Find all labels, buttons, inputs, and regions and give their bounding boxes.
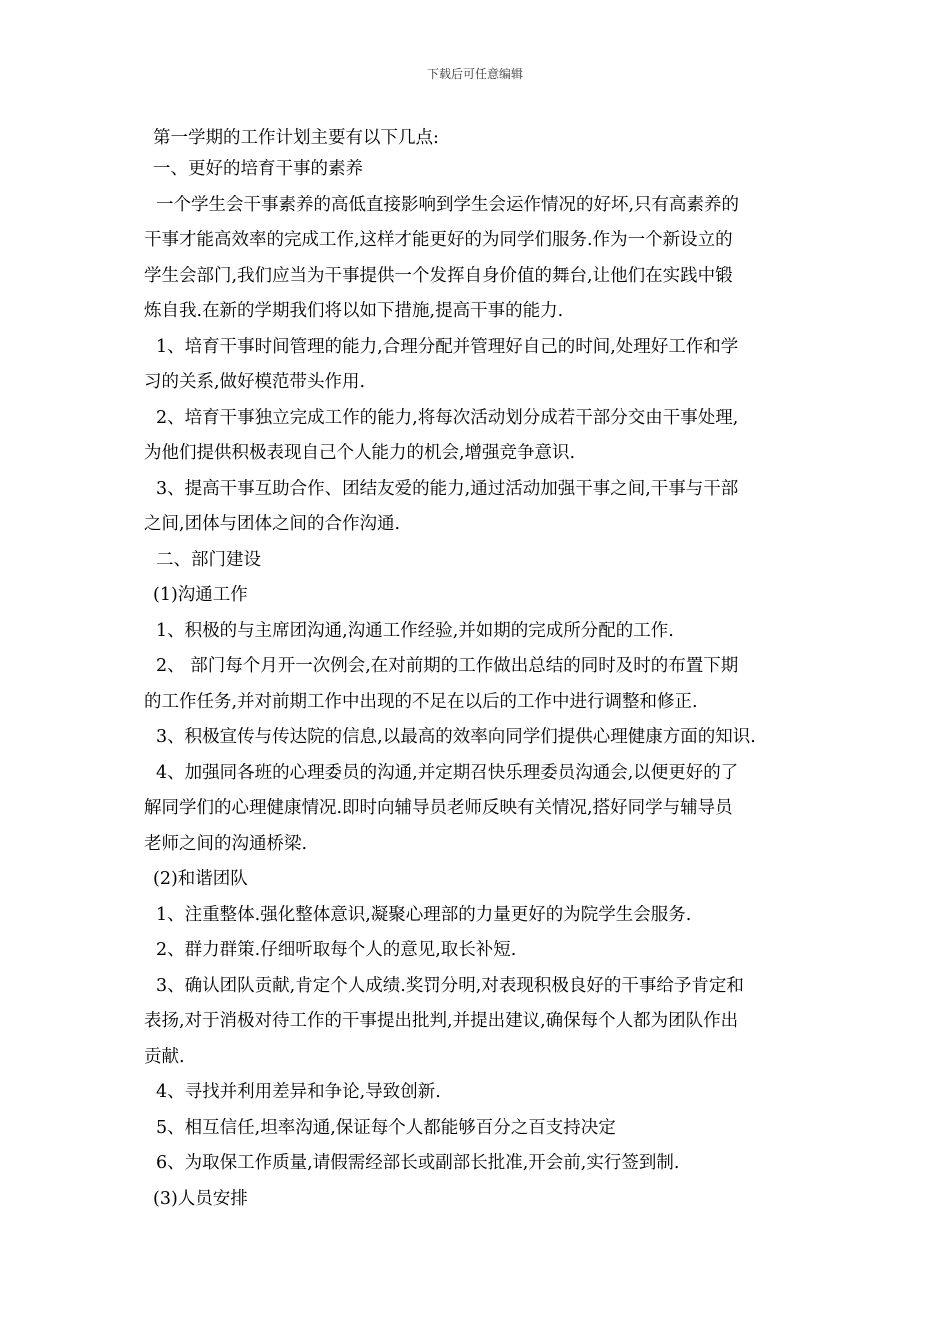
list-item-line: 老师之间的沟通桥梁. <box>144 833 308 854</box>
list-item-line: 3、积极宣传与传达院的信息,以最高的效率向同学们提供心理健康方面的知识. <box>156 727 756 747</box>
list-item-line: 习的关系,做好模范带头作用. <box>144 372 366 392</box>
list-item-line: 3、提高干事互助合作、团结友爱的能力,通过活动加强干事之间,干事与干部 <box>156 478 739 499</box>
paragraph-line: 炼自我.在新的学期我们将以如下措施,提高干事的能力. <box>144 301 564 321</box>
list-item-line: 的工作任务,并对前期工作中出现的不足在以后的工作中进行调整和修正. <box>144 691 698 712</box>
list-item-line: 2、群力群策.仔细听取每个人的意见,取长补短. <box>156 940 517 960</box>
subsection-heading: (3)人员安排 <box>153 1188 248 1209</box>
list-item-line: 3、确认团队贡献,肯定个人成绩.奖罚分明,对表现积极良好的干事给予肯定和 <box>156 975 744 996</box>
section-heading-2: 二、部门建设 <box>156 549 261 570</box>
list-item-line: 解同学们的心理健康情况.即时向辅导员老师反映有关情况,搭好同学与辅导员 <box>144 798 733 818</box>
list-item-line: 贡献. <box>144 1046 185 1067</box>
paragraph-line: 干事才能高效率的完成工作,这样才能更好的为同学们服务.作为一个新设立的 <box>144 230 733 250</box>
list-item-line: 为他们提供积极表现自己个人能力的机会,增强竞争意识. <box>144 443 576 463</box>
paragraph-line: 学生会部门,我们应当为干事提供一个发挥自身价值的舞台,让他们在实践中锻 <box>144 265 733 286</box>
list-item-line: 1、积极的与主席团沟通,沟通工作经验,并如期的完成所分配的工作. <box>156 620 674 641</box>
list-item-line: 1、培育干事时间管理的能力,合理分配并管理好自己的时间,处理好工作和学 <box>156 336 739 357</box>
list-item-line: 1、注重整体.强化整体意识,凝聚心理部的力量更好的为院学生会服务. <box>156 904 692 925</box>
paragraph-line-intro: 第一学期的工作计划主要有以下几点: <box>153 128 439 148</box>
paragraph-line: 一个学生会干事素养的高低直接影响到学生会运作情况的好坏,只有高素养的 <box>156 194 740 215</box>
list-item-line: 5、相互信任,坦率沟通,保证每个人都能够百分之百支持决定 <box>156 1117 616 1138</box>
list-item-line: 6、为取保工作质量,请假需经部长或副部长批准,开会前,实行签到制. <box>156 1153 680 1173</box>
list-item-line: 之间,团体与团体之间的合作沟通. <box>144 514 401 534</box>
page-header: 下载后可任意编辑 <box>426 67 523 81</box>
document-body <box>144 124 808 1217</box>
list-item-line: 表扬,对于消极对待工作的干事提出批判,并提出建议,确保每个人都为团队作出 <box>144 1011 739 1031</box>
list-item-line: 4、加强同各班的心理委员的沟通,并定期召快乐理委员沟通会,以便更好的了 <box>156 762 739 783</box>
section-heading-1: 一、更好的培育干事的素养 <box>153 159 363 179</box>
list-item-line: 2、培育干事独立完成工作的能力,将每次活动划分成若干部分交由干事处理, <box>156 407 739 428</box>
list-item-line: 4、寻找并利用差异和争论,导致创新. <box>156 1082 441 1102</box>
subsection-heading: (2)和谐团队 <box>153 869 248 889</box>
list-item-line: 2、 部门每个月开一次例会,在对前期的工作做出总结的同时及时的布置下期 <box>156 656 739 676</box>
subsection-heading: (1)沟通工作 <box>153 585 248 605</box>
